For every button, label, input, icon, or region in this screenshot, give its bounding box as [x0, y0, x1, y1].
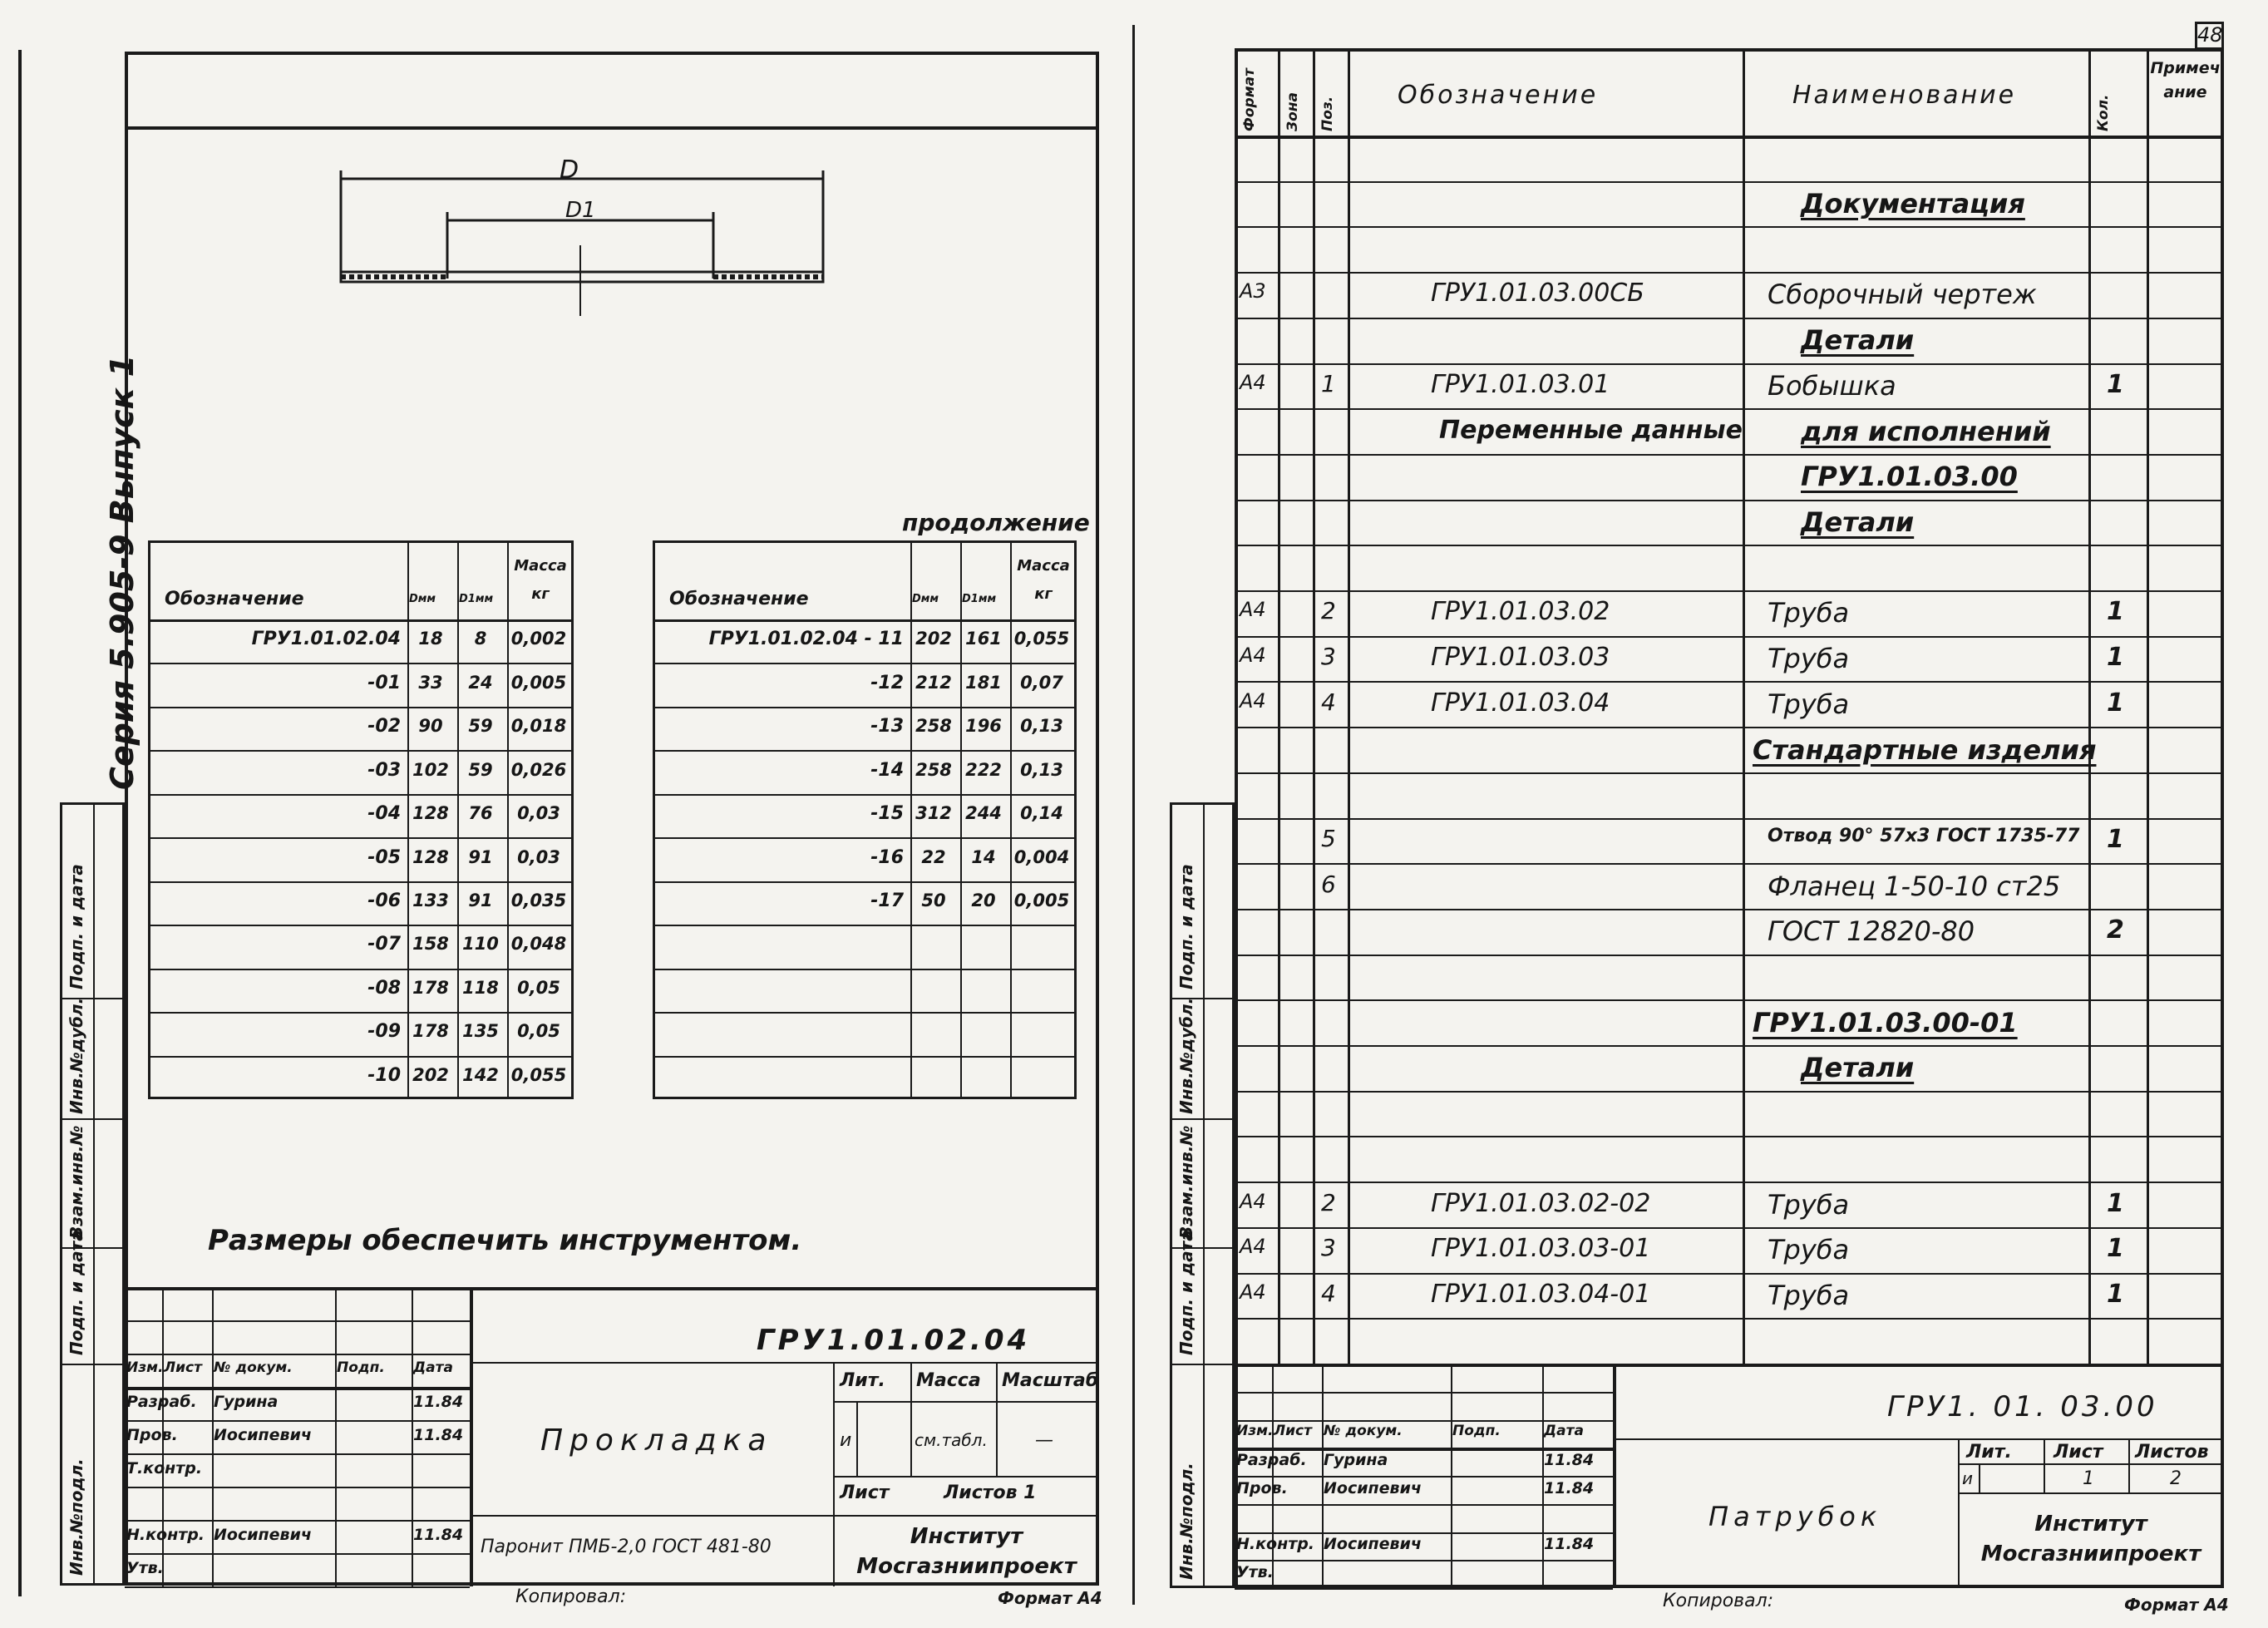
- left-stamp-sheets-label: Листов 1: [944, 1482, 1037, 1503]
- tblL-cell: 135: [462, 1021, 499, 1042]
- tblR-cell: 22: [921, 846, 946, 867]
- stampL-grid-line: [125, 1553, 470, 1555]
- spec-cell-qty: 1: [2107, 688, 2124, 718]
- tblR-row-line: [653, 1012, 1077, 1014]
- tblR-row-line: [653, 707, 1077, 708]
- spec-row-line: [1235, 1318, 2224, 1320]
- stampR-grid-line: [1235, 1504, 1613, 1506]
- tblL-col-line: [407, 540, 409, 1099]
- spec-row-line: [1235, 909, 2224, 910]
- tblL-cell: 133: [412, 890, 449, 910]
- tblR-cell: 0,13: [1020, 716, 1063, 737]
- tblR-cell: 258: [915, 716, 952, 737]
- spec-row-line: [1235, 454, 2224, 456]
- tblR-row-line: [653, 969, 1077, 970]
- stampL-grid-cell: Дата: [413, 1359, 453, 1376]
- spec-cell-designation: Переменные данные: [1439, 415, 1743, 445]
- spec-cell-qty: 1: [2107, 1188, 2124, 1218]
- left-side-label-sign: Подп. и дата: [67, 1230, 86, 1355]
- tblL-cell: 128: [412, 846, 449, 867]
- stampL-grid-cell: № докум.: [214, 1359, 293, 1376]
- tblL-cell: 142: [462, 1064, 499, 1085]
- tblR-cell: 0,005: [1013, 890, 1070, 910]
- tblR-cell: 20: [971, 890, 996, 910]
- spec-row-line: [1235, 636, 2224, 638]
- tblL-cell: ГРУ1.01.02.04: [251, 629, 401, 650]
- stampL-grid-line: [125, 1387, 470, 1390]
- left-stamp-sheet-label: Лист: [840, 1482, 890, 1503]
- tblR-cell: 196: [965, 716, 1002, 737]
- tblL-head-d: Dмм: [409, 593, 436, 605]
- left-frame-top-line: [125, 126, 1099, 130]
- stampR-grid-cell: 11.84: [1544, 1535, 1595, 1554]
- right-stamp-sheets-label: Листов: [2135, 1442, 2209, 1463]
- right-side-label-sign2: Подп. и дата: [1176, 864, 1196, 989]
- spec-cell-designation: ГРУ1.01.03.02: [1431, 597, 1610, 627]
- left-side-label-replace: Взам.инв.№: [67, 1125, 86, 1239]
- tblL-cell: -04: [367, 803, 401, 825]
- page-number: 48: [2197, 23, 2223, 47]
- spec-cell-format: А4: [1240, 688, 1266, 713]
- dim-d1-label: D1: [565, 198, 596, 223]
- tblR-cell: -17: [870, 890, 904, 911]
- tblL-head-mass: Масса кг: [514, 557, 567, 604]
- tblL-head-designation: Обозначение: [165, 589, 304, 609]
- stampL-grid-col: [335, 1287, 337, 1586]
- left-side-label-inv: Инв.№подл.: [67, 1458, 86, 1576]
- spec-head-designation: Обозначение: [1398, 81, 1599, 110]
- tblR-col-line: [1010, 540, 1012, 1099]
- spec-row-line: [1235, 181, 2224, 183]
- right-stamp-lit-label: Лит.: [1966, 1442, 2012, 1463]
- spec-cell-name: Детали: [1801, 324, 1915, 357]
- tblL-row-line: [148, 1056, 574, 1058]
- tblR-cell: 222: [965, 759, 1002, 780]
- spec-cell-name: Детали: [1801, 506, 1915, 538]
- tblL-cell: -06: [367, 890, 401, 911]
- right-stamp-title: Патрубок: [1708, 1501, 1882, 1532]
- tblL-cell: 0,05: [517, 977, 560, 998]
- tblL-row-line: [148, 1012, 574, 1014]
- spec-head-format: Формат: [1241, 68, 1258, 131]
- stampR-grid-cell: 11.84: [1544, 1478, 1595, 1497]
- stampR-grid-cell: Утв.: [1236, 1563, 1274, 1582]
- spec-cell-format: А4: [1240, 370, 1266, 394]
- tblL-row-line: [148, 837, 574, 839]
- stampR-grid-cell: Иосипевич: [1324, 1478, 1422, 1497]
- tblR-cell: 0,055: [1013, 629, 1070, 649]
- spec-cell-name: Труба: [1768, 1234, 1850, 1266]
- stampL-grid-cell: Разраб.: [126, 1393, 197, 1411]
- spec-head-name: Наименование: [1792, 81, 2017, 110]
- spec-row-line: [1235, 272, 2224, 274]
- spec-row-line: [1235, 999, 2224, 1001]
- spec-row-line: [1235, 408, 2224, 410]
- left-stamp-material: Паронит ПМБ-2,0 ГОСТ 481-80: [481, 1537, 772, 1557]
- tblL-col-line: [457, 540, 459, 1099]
- tblL-cell: -02: [367, 716, 401, 738]
- spec-cell-pos: 2: [1321, 597, 1336, 625]
- tblR-cell: 14: [971, 846, 996, 867]
- left-copied-label: Копировал:: [515, 1586, 627, 1607]
- spec-cell-format: А4: [1240, 1189, 1266, 1213]
- spec-row-line: [1235, 1045, 2224, 1047]
- tblL-cell: 0,048: [510, 934, 567, 955]
- stampR-grid-col: [1322, 1364, 1324, 1588]
- tblR-cell: 0,13: [1020, 759, 1063, 780]
- right-stamp-sheet-label: Лист: [2054, 1442, 2103, 1463]
- stampL-grid-cell: 11.84: [413, 1526, 464, 1544]
- spec-cell-qty: 1: [2107, 1234, 2124, 1264]
- tblR-cell: -13: [870, 716, 904, 738]
- spec-cell-name: ГРУ1.01.03.00-01: [1753, 1006, 2018, 1038]
- stampR-grid-line: [1235, 1588, 1613, 1590]
- tblL-cell: 24: [468, 672, 493, 693]
- stampL-grid-cell: Гурина: [214, 1393, 279, 1411]
- stampR-grid-cell: 11.84: [1544, 1451, 1595, 1470]
- tblR-row-line: [653, 837, 1077, 839]
- spec-row-line: [1235, 1273, 2224, 1275]
- stampR-grid-cell: Изм.: [1236, 1423, 1274, 1440]
- spec-cell-designation: ГРУ1.01.03.03: [1431, 643, 1610, 673]
- stampR-grid-col: [1542, 1364, 1544, 1588]
- spec-row-line: [1235, 318, 2224, 319]
- dim-d-label: D: [560, 155, 579, 185]
- stampL-grid-line: [125, 1487, 470, 1488]
- spec-cell-qty: 2: [2107, 915, 2124, 945]
- stampR-grid-cell: Н.контр.: [1236, 1535, 1315, 1554]
- tblR-row-line: [653, 663, 1077, 664]
- spec-cell-name: Бобышка: [1768, 369, 1896, 402]
- tblL-head-d1: D1мм: [459, 593, 494, 605]
- spec-cell-name: Детали: [1801, 1052, 1915, 1084]
- left-sheet-edge: [18, 50, 22, 1596]
- spec-row-line: [1235, 226, 2224, 228]
- spec-cell-name: ГРУ1.01.03.00: [1801, 461, 2018, 493]
- stampR-grid-line: [1235, 1532, 1613, 1534]
- spec-cell-pos: 3: [1321, 643, 1336, 671]
- series-label: Серия 5.905-9 Выпуск 1: [104, 354, 141, 790]
- spec-cell-name: Труба: [1768, 1279, 1850, 1311]
- left-stamp-title: Прокладка: [540, 1423, 773, 1458]
- tblR-head-line: [653, 619, 1077, 622]
- stampL-grid-cell: Н.контр.: [126, 1526, 205, 1544]
- spec-head-qty: Кол.: [2095, 94, 2112, 131]
- tblL-cell: -10: [367, 1064, 401, 1086]
- stampL-grid-line: [125, 1320, 470, 1322]
- spec-cell-designation: ГРУ1.01.03.04: [1431, 688, 1610, 718]
- spec-head-pos: Поз.: [1319, 96, 1336, 131]
- tblL-cell: 76: [468, 803, 493, 824]
- tblL-cell: 33: [418, 672, 443, 693]
- tblL-cell: 59: [468, 759, 493, 780]
- spec-cell-name: Труба: [1768, 597, 1850, 629]
- right-stamp-lit-value: и: [1962, 1468, 1973, 1488]
- tblL-cell: 0,03: [517, 803, 560, 824]
- spec-cell-format: А4: [1240, 598, 1266, 622]
- spec-cell-format: А3: [1240, 279, 1266, 303]
- tblR-cell: 0,004: [1013, 846, 1070, 867]
- spec-row-line: [1235, 772, 2224, 774]
- stampR-grid-cell: Лист: [1274, 1423, 1312, 1440]
- tblL-cell: 0,03: [517, 846, 560, 867]
- spec-row-line: [1235, 955, 2224, 956]
- right-side-label-dup: Инв.№дубл.: [1176, 997, 1196, 1114]
- spec-cell-name: Стандартные изделия: [1753, 733, 2097, 766]
- tblL-cell: -03: [367, 759, 401, 781]
- tblL-cell: 178: [412, 977, 449, 998]
- gasket-drawing: [316, 154, 848, 320]
- stampL-grid-line: [125, 1520, 470, 1522]
- right-stamp-sheet-value: 1: [2083, 1468, 2094, 1489]
- spec-row-line: [1235, 1227, 2224, 1229]
- spec-row-line: [1235, 590, 2224, 592]
- left-stamp-scale-label: Масштаб: [1002, 1370, 1099, 1391]
- spec-head-line: [1235, 136, 2224, 139]
- tblR-cell: 312: [915, 803, 952, 824]
- spec-cell-pos: 5: [1321, 824, 1336, 852]
- tblR-head-d: Dмм: [912, 593, 939, 605]
- spec-cell-pos: 1: [1321, 369, 1336, 397]
- stampL-grid-cell: Изм.: [126, 1359, 164, 1376]
- spec-cell-format: А4: [1240, 644, 1266, 668]
- stampR-grid-cell: Гурина: [1324, 1451, 1388, 1470]
- stampL-grid-cell: Лист: [164, 1359, 202, 1376]
- tblL-cell: 0,055: [510, 1064, 567, 1085]
- tblR-cell: 161: [965, 629, 1002, 649]
- tblL-cell: 8: [474, 629, 487, 649]
- tblR-head-designation: Обозначение: [669, 589, 809, 609]
- left-stamp-scale-value: —: [1035, 1430, 1053, 1451]
- tblR-col-line: [910, 540, 912, 1099]
- spec-cell-name: ГОСТ 12820-80: [1768, 915, 1975, 948]
- tblL-cell: -05: [367, 846, 401, 868]
- left-stamp-mass-value: см.табл.: [915, 1430, 988, 1450]
- tblR-cell: 258: [915, 759, 952, 780]
- stampR-grid-col: [1451, 1364, 1452, 1588]
- stampL-grid-line: [125, 1586, 470, 1588]
- tblR-row-line: [653, 1056, 1077, 1058]
- spec-cell-name: Отвод 90° 57х3 ГОСТ 1735-77: [1768, 825, 2080, 846]
- tblL-row-line: [148, 750, 574, 752]
- left-stamp-code: ГРУ1.01.02.04: [757, 1324, 1031, 1357]
- tblL-cell: 0,005: [510, 672, 567, 693]
- spec-cell-pos: 4: [1321, 688, 1336, 716]
- tblR-row-line: [653, 750, 1077, 752]
- stampL-grid-cell: 11.84: [413, 1393, 464, 1411]
- stampL-grid-cell: Пров.: [126, 1426, 178, 1444]
- spec-cell-designation: ГРУ1.01.03.04-01: [1431, 1279, 1651, 1309]
- tblL-cell: 118: [462, 977, 499, 998]
- spec-cell-designation: ГРУ1.01.03.03-01: [1431, 1234, 1651, 1264]
- spec-row-line: [1235, 500, 2224, 501]
- tblL-row-line: [148, 925, 574, 926]
- spec-row-line: [1235, 1091, 2224, 1093]
- spec-cell-name: Труба: [1768, 643, 1850, 675]
- tblR-cell: -16: [870, 846, 904, 868]
- tblL-row-line: [148, 881, 574, 883]
- spec-cell-designation: ГРУ1.01.03.02-02: [1431, 1188, 1651, 1218]
- stampR-grid-line: [1235, 1392, 1613, 1394]
- spec-cell-format: А4: [1240, 1235, 1266, 1259]
- right-side-label-replace: Взам.инв.№: [1176, 1125, 1196, 1239]
- tblL-cell: 158: [412, 934, 449, 955]
- spec-cell-pos: 4: [1321, 1279, 1336, 1307]
- tblL-cell: -01: [367, 672, 401, 693]
- tblR-cell: 0,14: [1020, 803, 1063, 824]
- tblR-cell: -15: [870, 803, 904, 825]
- spec-cell-designation: ГРУ1.01.03.00СБ: [1431, 279, 1644, 308]
- tblR-cell: 181: [965, 672, 1002, 693]
- tblR-cell: 212: [915, 672, 952, 693]
- stampL-grid-cell: Подп.: [337, 1359, 385, 1376]
- tblL-row-line: [148, 969, 574, 970]
- spec-cell-pos: 6: [1321, 870, 1336, 898]
- stampR-grid-line: [1235, 1420, 1613, 1422]
- tblR-cell: ГРУ1.01.02.04 - 11: [708, 629, 904, 650]
- spec-col-line: [1313, 48, 1315, 1364]
- spec-row-line: [1235, 1136, 2224, 1137]
- spec-cell-name: для исполнений: [1801, 415, 2051, 447]
- right-format-label: Формат А4: [2124, 1595, 2229, 1615]
- stampR-grid-cell: Разраб.: [1236, 1451, 1307, 1470]
- spec-cell-pos: 2: [1321, 1188, 1336, 1216]
- tblL-cell: 59: [468, 716, 493, 737]
- tblL-cell: -07: [367, 934, 401, 955]
- tblL-cell: 202: [412, 1064, 449, 1085]
- stampL-grid-cell: Утв.: [126, 1559, 164, 1577]
- tblL-cell: 102: [412, 759, 449, 780]
- spec-cell-qty: 1: [2107, 597, 2124, 627]
- stampL-grid-cell: Иосипевич: [214, 1426, 312, 1444]
- left-stamp-org: Институт Мосгазниипроект: [856, 1524, 1077, 1580]
- left-stamp-mass-label: Масса: [916, 1370, 981, 1391]
- spec-cell-name: Сборочный чертеж: [1768, 279, 2037, 311]
- tblR-cell: 244: [965, 803, 1002, 824]
- stampR-grid-cell: Пров.: [1236, 1478, 1288, 1497]
- tblR-row-line: [653, 794, 1077, 796]
- tblR-head-d1: D1мм: [962, 593, 997, 605]
- tblL-cell: 91: [468, 846, 493, 867]
- spec-head-zone: Зона: [1284, 92, 1301, 131]
- tblL-cell: 0,018: [510, 716, 567, 737]
- right-stamp-sheets-value: 2: [2170, 1468, 2182, 1489]
- spec-row-line: [1235, 727, 2224, 728]
- right-side-label-sign: Подп. и дата: [1176, 1230, 1196, 1355]
- stampR-grid-col: [1272, 1364, 1274, 1588]
- stampL-grid-line: [125, 1420, 470, 1422]
- stampR-grid-cell: Дата: [1544, 1423, 1584, 1440]
- stampL-grid-line: [125, 1453, 470, 1455]
- tblL-head-line: [148, 619, 574, 622]
- tblR-row-line: [653, 925, 1077, 926]
- spec-cell-name: Труба: [1768, 1188, 1850, 1221]
- right-copied-label: Копировал:: [1663, 1591, 1774, 1611]
- spec-row-line: [1235, 818, 2224, 820]
- spec-cell-name: Труба: [1768, 688, 1850, 720]
- spec-row-line: [1235, 1182, 2224, 1183]
- spec-cell-qty: 1: [2107, 1279, 2124, 1309]
- tblR-cell: 0,07: [1020, 672, 1063, 693]
- dimension-note: Размеры обеспечить инструментом.: [208, 1224, 802, 1257]
- stampR-grid-line: [1235, 1560, 1613, 1561]
- tblL-row-line: [148, 794, 574, 796]
- stampL-grid-cell: Иосипевич: [214, 1526, 312, 1544]
- right-sheet-edge: [1132, 25, 1135, 1605]
- stampL-grid-line: [125, 1354, 470, 1355]
- spec-head-note: Примечание: [2150, 59, 2221, 101]
- stampR-grid-cell: № докум.: [1324, 1423, 1403, 1440]
- tblL-cell: 128: [412, 803, 449, 824]
- spec-row-line: [1235, 545, 2224, 546]
- left-stamp-lit-value: и: [840, 1430, 852, 1451]
- tblL-cell: 90: [418, 716, 443, 737]
- tblL-cell: 91: [468, 890, 493, 910]
- spec-cell-pos: 3: [1321, 1234, 1336, 1262]
- spec-cell-qty: 1: [2107, 643, 2124, 673]
- stampR-grid-cell: Иосипевич: [1324, 1535, 1422, 1554]
- spec-row-line: [1235, 681, 2224, 683]
- tblL-cell: 0,05: [517, 1021, 560, 1042]
- tblR-cell: 202: [915, 629, 952, 649]
- tblL-cell: 0,002: [510, 629, 567, 649]
- right-stamp-code: ГРУ1. 01. 03.00: [1887, 1390, 2158, 1423]
- tblL-row-line: [148, 663, 574, 664]
- spec-row-line: [1235, 863, 2224, 865]
- continuation-label: продолжение: [902, 509, 1090, 536]
- tblL-cell: 110: [462, 934, 499, 955]
- spec-cell-qty: 1: [2107, 824, 2124, 854]
- stampL-grid-cell: Т.контр.: [126, 1459, 203, 1478]
- tblL-cell: 178: [412, 1021, 449, 1042]
- stampR-grid-line: [1235, 1476, 1613, 1478]
- tblL-cell: 0,035: [510, 890, 567, 910]
- right-side-label-inv: Инв.№подл.: [1176, 1463, 1196, 1580]
- tblL-cell: -08: [367, 977, 401, 999]
- tblL-col-line: [507, 540, 509, 1099]
- left-side-label-dup: Инв.№дубл.: [67, 997, 86, 1114]
- spec-row-line: [1235, 363, 2224, 365]
- left-format-label: Формат А4: [998, 1588, 1102, 1608]
- tblR-cell: -12: [870, 672, 904, 693]
- stampR-grid-cell: Подп.: [1452, 1423, 1501, 1440]
- tblR-row-line: [653, 881, 1077, 883]
- left-stamp-lit-label: Лит.: [840, 1370, 885, 1391]
- spec-cell-name: Фланец 1-50-10 ст25: [1768, 870, 2061, 902]
- stampL-grid-cell: 11.84: [413, 1426, 464, 1444]
- tblR-cell: -14: [870, 759, 904, 781]
- spec-cell-designation: ГРУ1.01.03.01: [1431, 369, 1610, 399]
- spec-cell-qty: 1: [2107, 369, 2124, 399]
- tblR-cell: 50: [921, 890, 946, 910]
- spec-cell-name: Документация: [1801, 188, 2025, 220]
- tblL-cell: 0,026: [510, 759, 567, 780]
- tblL-cell: -09: [367, 1021, 401, 1043]
- spec-cell-format: А4: [1240, 1280, 1266, 1304]
- tblL-cell: 18: [418, 629, 443, 649]
- tblR-col-line: [960, 540, 962, 1099]
- right-stamp-org: Институт Мосгазниипроект: [1980, 1512, 2201, 1567]
- tblL-row-line: [148, 707, 574, 708]
- tblR-head-mass: Масса кг: [1017, 557, 1070, 604]
- left-side-label-sign2: Подп. и дата: [67, 864, 86, 989]
